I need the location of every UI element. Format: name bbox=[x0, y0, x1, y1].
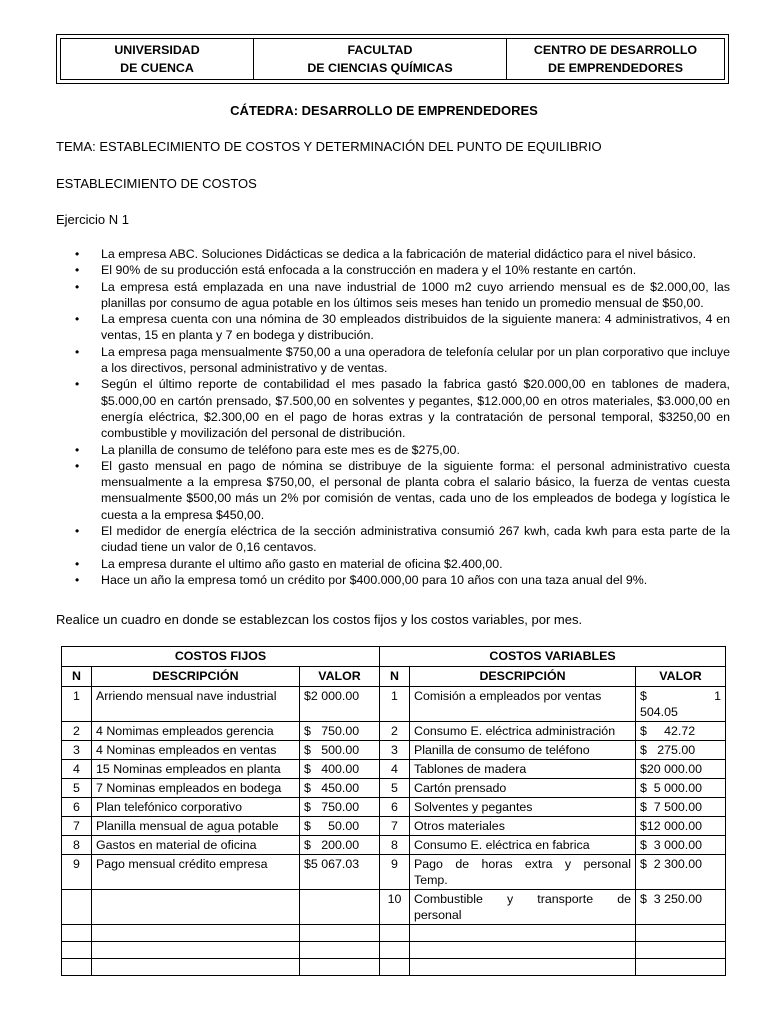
fixed-value: $ 50.00 bbox=[300, 817, 380, 836]
variable-value-sign: $ bbox=[640, 689, 647, 703]
bullet-item: • La empresa ABC. Soluciones Didácticas se dedica a la fabricación de material didáctico para el nivel básico. bbox=[56, 246, 730, 262]
header-table bbox=[56, 34, 729, 84]
empty-cell bbox=[636, 959, 726, 976]
fixed-desc: 4 Nomimas empleados gerencia bbox=[92, 722, 300, 741]
table-row bbox=[62, 855, 726, 890]
fixed-n: 4 bbox=[62, 760, 92, 779]
table-row bbox=[62, 722, 726, 741]
fixed-desc: Arriendo mensual nave industrial bbox=[92, 687, 300, 722]
variable-value: $12 000.00 bbox=[636, 817, 726, 836]
fixed-desc: 4 Nominas empleados en ventas bbox=[92, 741, 300, 760]
bullet-item: • La empresa paga mensualmente $750,00 a una operadora de telefonía celular por un plan corporativo que incluye a los directivos, personal administrativo y de ventas. bbox=[56, 344, 730, 377]
bullet-item: • La empresa durante el ultimo año gasto en material de oficina $2.400,00. bbox=[56, 556, 730, 572]
fixed-n: 2 bbox=[62, 722, 92, 741]
fixed-value: $ 400.00 bbox=[300, 760, 380, 779]
table-row bbox=[62, 760, 726, 779]
empty-cell bbox=[62, 890, 92, 925]
empty-cell bbox=[380, 925, 410, 942]
empty-cell bbox=[410, 942, 636, 959]
variable-value bbox=[636, 687, 726, 722]
col-n-header: N bbox=[62, 667, 92, 687]
empty-cell bbox=[300, 890, 380, 925]
table-row bbox=[62, 687, 726, 722]
variable-value: $ 5 000.00 bbox=[636, 779, 726, 798]
variable-desc: Comisión a empleados por ventas bbox=[410, 687, 636, 722]
col-n-header: N bbox=[380, 667, 410, 687]
costs-table bbox=[61, 646, 726, 976]
header-university-line1: UNIVERSIDAD bbox=[114, 43, 200, 57]
empty-cell bbox=[410, 925, 636, 942]
fixed-desc: Plan telefónico corporativo bbox=[92, 798, 300, 817]
exercise-bullet-list bbox=[56, 246, 730, 588]
catedra-title: CÁTEDRA: DESARROLLO DE EMPRENDEDORES bbox=[230, 103, 538, 118]
empty-cell bbox=[636, 925, 726, 942]
fixed-n: 3 bbox=[62, 741, 92, 760]
empty-cell bbox=[380, 942, 410, 959]
fixed-desc: 7 Nominas empleados en bodega bbox=[92, 779, 300, 798]
exercise-label: Ejercicio N 1 bbox=[56, 212, 129, 227]
variable-n: 5 bbox=[380, 779, 410, 798]
variable-n: 6 bbox=[380, 798, 410, 817]
variable-value: $ 7 500.00 bbox=[636, 798, 726, 817]
empty-cell bbox=[410, 959, 636, 976]
fixed-n: 6 bbox=[62, 798, 92, 817]
variable-desc: Otros materiales bbox=[410, 817, 636, 836]
col-desc-header: DESCRIPCIÓN bbox=[92, 667, 300, 687]
bullet-item: • La empresa cuenta con una nómina de 30 empleados distribuidos de la siguiente manera: 4 administrativos, 4 en ventas, 15 en planta y 7 en bodega y distribución. bbox=[56, 311, 730, 344]
table-row bbox=[62, 925, 726, 942]
variable-desc-line1: Pago de horas extra y personal bbox=[414, 857, 631, 871]
empty-cell bbox=[636, 942, 726, 959]
header-center-line2: DE EMPRENDEDORES bbox=[548, 61, 683, 75]
variable-desc: Consumo E. eléctrica en fabrica bbox=[410, 836, 636, 855]
variable-desc-line2: personal bbox=[414, 908, 462, 922]
variable-value-part1: 1 bbox=[714, 689, 722, 703]
fixed-value: $ 450.00 bbox=[300, 779, 380, 798]
variable-desc-line2: Temp. bbox=[414, 873, 448, 887]
fixed-n: 9 bbox=[62, 855, 92, 890]
fixed-desc: Gastos en material de oficina bbox=[92, 836, 300, 855]
header-center-line1: CENTRO DE DESARROLLO bbox=[533, 43, 698, 57]
table-row bbox=[62, 779, 726, 798]
fixed-n: 1 bbox=[62, 687, 92, 722]
variable-n: 7 bbox=[380, 817, 410, 836]
fixed-desc: Pago mensual crédito empresa bbox=[92, 855, 300, 890]
empty-cell bbox=[62, 959, 92, 976]
variable-n: 3 bbox=[380, 741, 410, 760]
fixed-value: $5 067.03 bbox=[300, 855, 380, 890]
empty-cell bbox=[92, 959, 300, 976]
variable-value: $ 42.72 bbox=[636, 722, 726, 741]
fixed-value: $ 500.00 bbox=[300, 741, 380, 760]
fixed-n: 8 bbox=[62, 836, 92, 855]
header-university bbox=[61, 39, 253, 79]
variable-desc: Planilla de consumo de teléfono bbox=[410, 741, 636, 760]
bullet-item: • El gasto mensual en pago de nómina se distribuye de la siguiente forma: el personal administrativo cuesta mensualmente a la empresa $750,00, el personal de planta cobra el salario básico, la fuerza de ventas cuesta mensualmente $500,00 más un 2% por comisión de ventas, cada uno de los empleados de bodega y logística le cuesta a la empresa $450,00. bbox=[56, 458, 730, 523]
variable-desc: Cartón prensado bbox=[410, 779, 636, 798]
tema-line: TEMA: ESTABLECIMIENTO DE COSTOS Y DETERMINACIÓN DEL PUNTO DE EQUILIBRIO bbox=[56, 139, 602, 154]
header-university-line2: DE CUENCA bbox=[120, 61, 194, 75]
empty-cell bbox=[92, 925, 300, 942]
col-desc-header: DESCRIPCIÓN bbox=[410, 667, 636, 687]
header-center bbox=[506, 39, 724, 79]
bullet-item: • Hace un año la empresa tomó un crédito por $400.000,00 para 10 años con una taza anual del 9%. bbox=[56, 572, 730, 588]
variable-value: $ 3 000.00 bbox=[636, 836, 726, 855]
variable-desc bbox=[410, 890, 636, 925]
variable-costs-title: COSTOS VARIABLES bbox=[380, 647, 726, 667]
variable-value-part2: 504.05 bbox=[640, 705, 678, 719]
variable-desc: Solventes y pegantes bbox=[410, 798, 636, 817]
fixed-value: $ 200.00 bbox=[300, 836, 380, 855]
bullet-item: • La empresa está emplazada en una nave industrial de 1000 m2 cuyo arriendo mensual es de $2.000,00, las planillas por consumo de agua potable en los últimos seis meses han tenido un promedio mensual de $50,00. bbox=[56, 279, 730, 312]
variable-n: 4 bbox=[380, 760, 410, 779]
variable-n: 9 bbox=[380, 855, 410, 890]
variable-value: $ 2 300.00 bbox=[636, 855, 726, 890]
col-val-header: VALOR bbox=[636, 667, 726, 687]
fixed-value: $ 750.00 bbox=[300, 798, 380, 817]
empty-cell bbox=[380, 959, 410, 976]
empty-cell bbox=[62, 942, 92, 959]
variable-desc bbox=[410, 855, 636, 890]
variable-desc-line1: Combustible y transporte de bbox=[414, 892, 631, 906]
col-val-header: VALOR bbox=[300, 667, 380, 687]
variable-value: $ 275.00 bbox=[636, 741, 726, 760]
variable-value: $20 000.00 bbox=[636, 760, 726, 779]
bullet-item: • La planilla de consumo de teléfono para este mes es de $275,00. bbox=[56, 442, 730, 458]
variable-n: 1 bbox=[380, 687, 410, 722]
fixed-value: $ 750.00 bbox=[300, 722, 380, 741]
empty-cell bbox=[300, 925, 380, 942]
empty-cell bbox=[92, 942, 300, 959]
empty-cell bbox=[300, 959, 380, 976]
variable-value: $ 3 250.00 bbox=[636, 890, 726, 925]
section-heading: ESTABLECIMIENTO DE COSTOS bbox=[56, 176, 257, 191]
fixed-n: 7 bbox=[62, 817, 92, 836]
bullet-item: • Según el último reporte de contabilidad el mes pasado la fabrica gastó $20.000,00 en tablones de madera, $5.000,00 en cartón prensado, $7.500,00 en solventes y pegantes, $12.000,00 en otros materiales, $3.000,00 en energía eléctrica, $2.300,00 en el pago de horas extras y la contratación de personal temporal, $3250,00 en combustible y movilización del personal de distribución. bbox=[56, 376, 730, 441]
header-faculty-line1: FACULTAD bbox=[347, 43, 413, 57]
table-row bbox=[62, 959, 726, 976]
empty-cell bbox=[300, 942, 380, 959]
fixed-costs-title: COSTOS FIJOS bbox=[62, 647, 380, 667]
empty-cell bbox=[62, 925, 92, 942]
table-row bbox=[62, 836, 726, 855]
header-faculty-line2: DE CIENCIAS QUÍMICAS bbox=[307, 61, 453, 75]
fixed-n: 5 bbox=[62, 779, 92, 798]
bullet-item: • El medidor de energía eléctrica de la sección administrativa consumió 267 kwh, cada kwh para esta parte de la ciudad tiene un valor de 0,16 centavos. bbox=[56, 523, 730, 556]
bullet-item: • El 90% de su producción está enfocada a la construcción en madera y el 10% restante en cartón. bbox=[56, 262, 730, 278]
table-row bbox=[62, 942, 726, 959]
variable-n: 8 bbox=[380, 836, 410, 855]
fixed-value: $2 000.00 bbox=[300, 687, 380, 722]
empty-cell bbox=[92, 890, 300, 925]
variable-desc: Tablones de madera bbox=[410, 760, 636, 779]
table-row bbox=[62, 798, 726, 817]
fixed-desc: 15 Nominas empleados en planta bbox=[92, 760, 300, 779]
variable-n: 10 bbox=[380, 890, 410, 925]
table-row bbox=[62, 817, 726, 836]
instruction-text: Realice un cuadro en donde se establezcan los costos fijos y los costos variables, por mes. bbox=[56, 612, 583, 627]
table-row bbox=[62, 741, 726, 760]
variable-n: 2 bbox=[380, 722, 410, 741]
fixed-desc: Planilla mensual de agua potable bbox=[92, 817, 300, 836]
variable-desc: Consumo E. eléctrica administración bbox=[410, 722, 636, 741]
table-row bbox=[62, 890, 726, 925]
header-faculty bbox=[253, 39, 506, 79]
